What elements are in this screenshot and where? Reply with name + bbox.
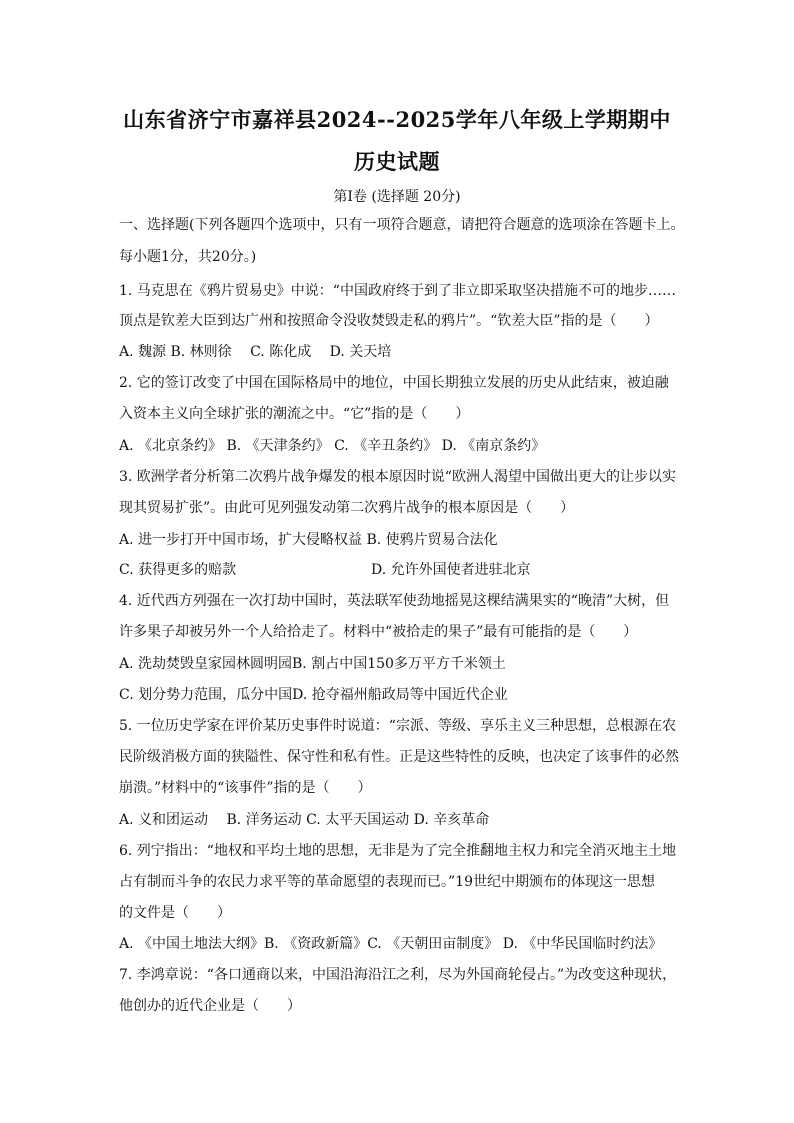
- question-6-text: 6. 列宁指出：“地权和平均土地的思想，无非是为了完全推翻地主权力和完全消灭地主土地: [119, 843, 676, 859]
- question-2-text: 入资本主义向全球扩张的潮流之中。“它”指的是（ ）: [119, 406, 470, 422]
- question-3-option-d: D. 允许外国使者进驻北京: [371, 562, 531, 578]
- question-1-options: A. 魏源 B. 林则徐 C. 陈化成 D. 关天培: [119, 344, 392, 360]
- question-3-text: 3. 欧洲学者分析第二次鸦片战争爆发的根本原因时说“欧洲人渴望中国做出更大的让步以实: [119, 469, 676, 485]
- exam-subject-title: 历史试题: [354, 149, 440, 174]
- question-1-text: 顶点是钦差大臣到达广州和按照命令没收焚毁走私的鸦片”。“钦差大臣”指的是（ ）: [119, 313, 659, 329]
- question-4-text: 许多果子却被另外一个人给拾走了。材料中“被拾走的果子”最有可能指的是（ ）: [119, 624, 638, 640]
- part-label: 第Ⅰ卷 (选择题 20分): [333, 189, 461, 205]
- question-6-text: 占有制而斗争的农民力求平等的革命愿望的表现而已。”19世纪中期颁布的体现这一思想: [119, 874, 655, 890]
- question-3-text: 现其贸易扩张”。由此可见列强发动第二次鸦片战争的根本原因是（ ）: [119, 500, 575, 516]
- question-2-text: 2. 它的签订改变了中国在国际格局中的地位，中国长期独立发展的历史从此结束，被迫融: [119, 375, 669, 391]
- question-4-text: 4. 近代西方列强在一次打劫中国时，英法联军使劲地摇晃这棵结满果实的“晚清”大树，但: [119, 593, 670, 609]
- question-4-options: C. 划分势力范围，瓜分中国D. 抢夺福州船政局等中国近代企业: [119, 687, 508, 703]
- question-7-text: 他创办的近代企业是（ ）: [119, 998, 301, 1014]
- question-6-options: A. 《中国土地法大纲》B. 《资政新篇》C. 《天朝田亩制度》 D. 《中华民国临时约法》: [119, 936, 663, 952]
- question-3-option-c: C. 获得更多的赔款: [119, 562, 237, 578]
- instructions-line: 每小题1分，共20分。): [119, 249, 257, 265]
- question-5-text: 民阶级消极方面的狭隘性、保守性和私有性。正是这些特性的反映，也决定了该事件的必然: [119, 749, 679, 765]
- exam-title: 山东省济宁市嘉祥县2024--2025学年八年级上学期期中: [123, 107, 671, 132]
- question-2-options: A. 《北京条约》 B. 《天津条约》 C. 《辛丑条约》 D. 《南京条约》: [119, 438, 546, 454]
- question-6-text: 的文件是（ ）: [119, 905, 231, 921]
- question-5-text: 5. 一位历史学家在评价某历史事件时说道：“宗派、等级、享乐主义三种思想，总根源在农: [119, 718, 676, 734]
- question-5-text: 崩溃。”材料中的“该事件”指的是（ ）: [119, 780, 372, 796]
- question-7-text: 7. 李鸿章说：“各口通商以来，中国沿海沿江之利，尽为外国商轮侵占。”为改变这种现状，: [119, 967, 677, 983]
- question-4-options: A. 洗劫焚毁皇家园林圆明园B. 割占中国150多万平方千米领土: [119, 656, 506, 672]
- question-3-options: A. 进一步打开中国市场，扩大侵略权益 B. 使鸦片贸易合法化: [119, 532, 498, 548]
- question-5-options: A. 义和团运动 B. 洋务运动 C. 太平天国运动 D. 辛亥革命: [119, 812, 490, 828]
- instructions-line: 一、选择题(下列各题四个选项中，只有一项符合题意，请把符合题意的选项涂在答题卡上。: [119, 217, 685, 233]
- question-1-text: 1. 马克思在《鸦片贸易史》中说：“中国政府终于到了非立即采取坚决措施不可的地步……: [119, 283, 676, 299]
